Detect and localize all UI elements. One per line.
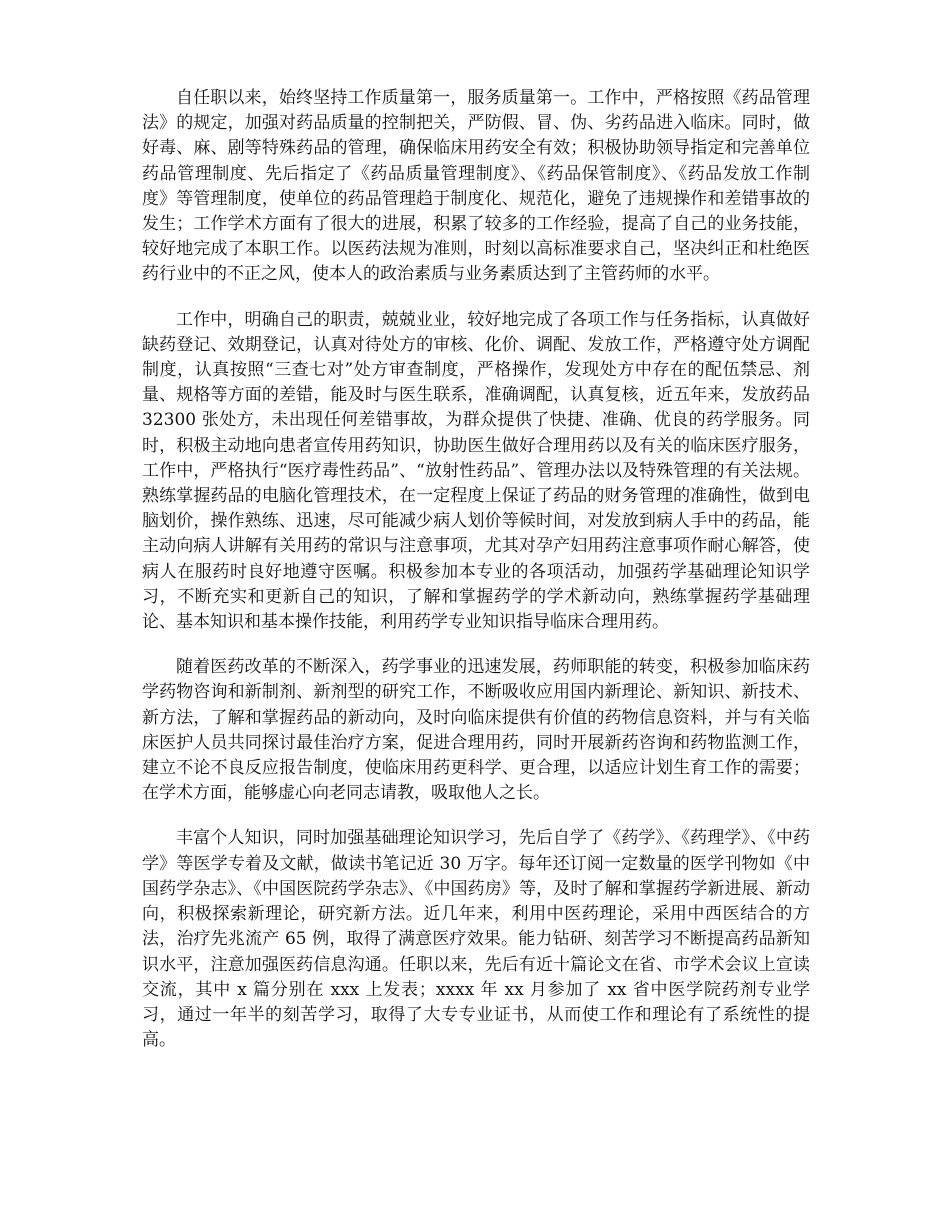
paragraph-1: 自任职以来，始终坚持工作质量第一，服务质量第一。工作中，严格按照《药品管理法》的规定，加强对药品质量的控制把关，严防假、冒、伪、劣药品进入临床。同时，做好毒、麻、剧等特殊药品的管理，确保临床用药安全有效；积极协助领导指定和完善单位药品管理制度、先后指定了《药品质量管理制度》、《药品保管制度》、《药品发放工作制度》等管理制度，使单位的药品管理趋于制度化、规范化，避免了违规操作和差错事故的发生；工作学术方面有了很大的进展，积累了较多的工作经验，提高了自己的业务技能，较好地完成了本职工作。以医药法规为准则，时刻以高标准要求自己，坚决纠正和杜绝医药行业中的不正之风，使本人的政治素质与业务素质达到了主管药师的水平。 <box>142 88 810 285</box>
paragraph-4: 丰富个人知识，同时加强基础理论知识学习，先后自学了《药学》、《药理学》、《中药学》等医学专着及文献，做读书笔记近 30 万字。每年还订阅一定数量的医学刊物如《中国药学杂志》、《中国医院药学杂志》、《中国药房》等，及时了解和掌握药学新进展、新动向，积极探索新理论，研究新方法。近几年来，利用中医药理论，采用中西医结合的方法，治疗先兆流产 65 例，取得了满意医疗效果。能力钻研、刻苦学习不断提高药品新知识水平，注意加强医药信息沟通。任职以来，先后有近十篇论文在省、市学术会议上宣读交流，其中 x 篇分别在 xxx 上发表；xxxx 年 xx 月参加了 xx 省中医学院药剂专业学习，通过一年半的刻苦学习，取得了大专专业证书，从而使工作和理论有了系统性的提高。 <box>142 828 810 1051</box>
paragraph-2: 工作中，明确自己的职责，兢兢业业，较好地完成了各项工作与任务指标，认真做好缺药登记、效期登记，认真对待处方的审核、化价、调配、发放工作，严格遵守处方调配制度，认真按照“三查七对”处方审查制度，严格操作，发现处方中存在的配伍禁忌、剂量、规格等方面的差错，能及时与医生联系，准确调配，认真复核，近五年来，发放药品 32300 张处方，未出现任何差错事故，为群众提供了快捷、准确、优良的药学服务。同时，积极主动地向患者宣传用药知识，协助医生做好合理用药以及有关的临床医疗服务，工作中，严格执行“医疗毒性药品”、“放射性药品”、管理办法以及特殊管理的有关法规。熟练掌握药品的电脑化管理技术，在一定程度上保证了药品的财务管理的准确性，做到电脑划价，操作熟练、迅速，尽可能减少病人划价等候时间，对发放到病人手中的药品，能主动向病人讲解有关用药的常识与注意事项，尤其对孕产妇用药注意事项作耐心解答，使病人在服药时良好地遵守医嘱。积极参加本专业的各项活动，加强药学基础理论知识学习，不断充实和更新自己的知识，了解和掌握药学的学术新动向，熟练掌握药学基础理论、基本知识和基本操作技能，利用药学专业知识指导临床合理用药。 <box>142 309 810 633</box>
paragraph-3: 随着医药改革的不断深入，药学事业的迅速发展，药师职能的转变，积极参加临床药学药物咨询和新制剂、新剂型的研究工作，不断吸收应用国内新理论、新知识、新技术、新方法，了解和掌握药品的新动向，及时向临床提供有价值的药物信息资料，并与有关临床医护人员共同探讨最佳治疗方案，促进合理用药，同时开展新药咨询和药物监测工作，建立不论不良反应报告制度，使临床用药更科学、更合理，以适应计划生育工作的需要；在学术方面，能够虚心向老同志请教，吸取他人之长。 <box>142 657 810 804</box>
document-page <box>142 86 810 1073</box>
